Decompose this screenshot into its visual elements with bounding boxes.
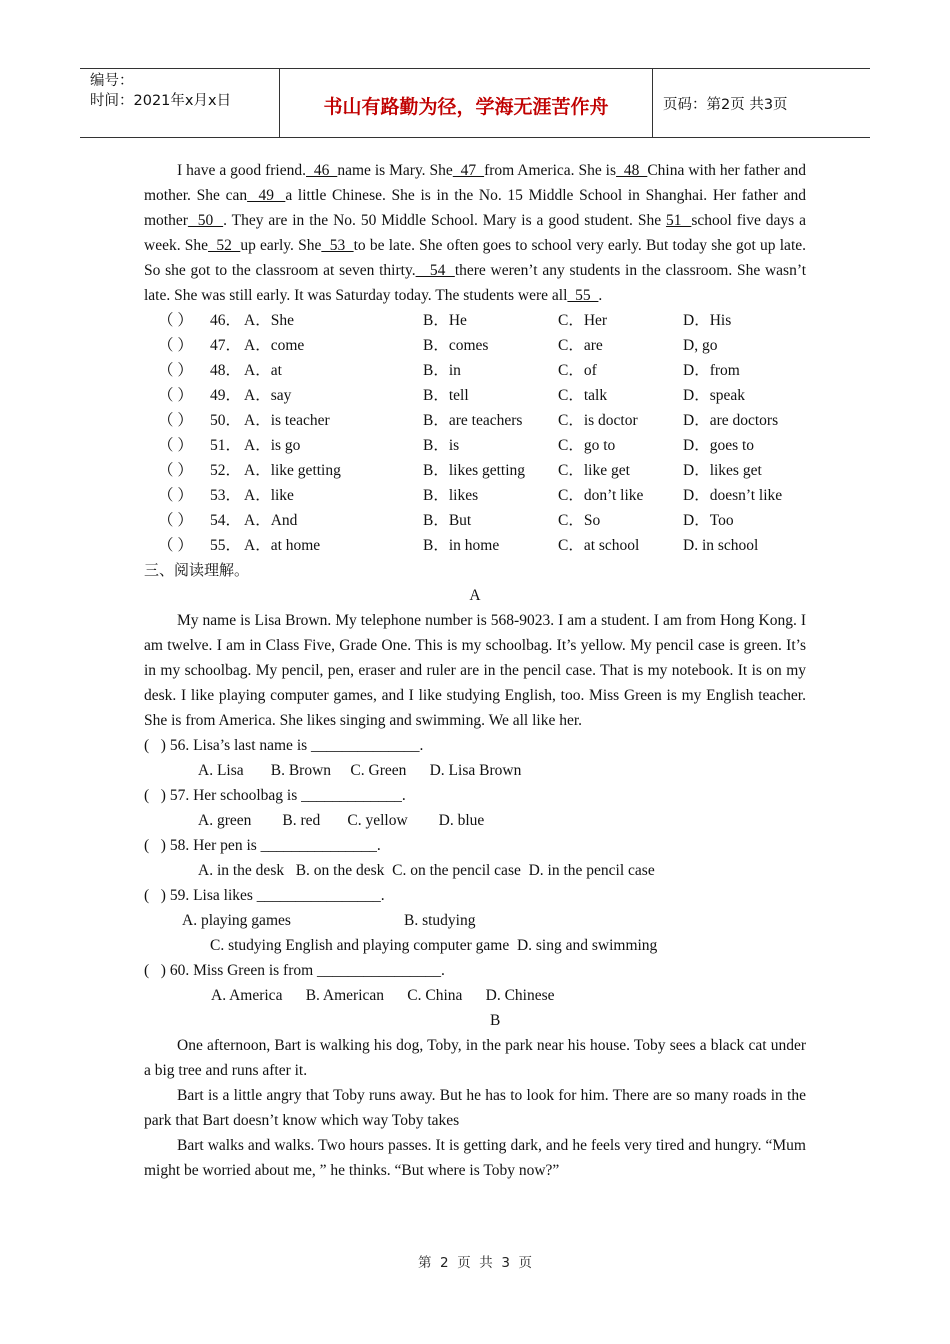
section-title: 三、阅读理解。 <box>144 561 250 579</box>
document-body <box>144 158 806 1183</box>
passage-a-text: My name is Lisa Brown. My telephone number is 568-9023. I am a student. I am from Hong Kong. I am twelve. I am in Class Five, Grade One. This is my schoolbag. It’s yellow. My pencil case is green. It’s in my schoolbag. My pencil, pen, eraser and ruler are in the pencil case. That is my notebook. It is on my desk. I like playing computer games, and I like studying English, too. Miss Green is my English teacher. She is from America. She likes singing and swimming. We all like her. <box>144 612 806 729</box>
blank-49: 49 <box>247 187 286 204</box>
blank-52: 52 <box>208 237 241 254</box>
question-58: ( ) 58. Her pen is _______________. <box>144 837 381 854</box>
blank-55: 55 <box>567 287 599 304</box>
question-row: （ ） 51． A．is go B．is C．go to D．goes to <box>158 437 755 454</box>
page-label: 页码：第2页 共3页 <box>663 96 788 113</box>
question-56-options: A. Lisa B. Brown C. Green D. Lisa Brown <box>198 762 522 779</box>
blank-54: 54 <box>415 262 455 279</box>
question-row: （ ） 47． A．come B．comes C．are D, go <box>158 337 718 354</box>
number-label: 编号： <box>90 73 134 89</box>
blank-53: 53 <box>321 237 354 254</box>
page-header <box>80 68 870 138</box>
question-56: ( ) 56. Lisa’s last name is ______________. <box>144 737 424 754</box>
question-59-options-cd: C. studying English and playing computer game D. sing and swimming <box>210 937 658 954</box>
motto: 书山有路勤为径，学海无涯苦作舟 <box>280 69 653 137</box>
passage-b-para2: Bart is a little angry that Toby runs away. But he has to look for him. There are so many roads in the park that Bart doesn’t know which way Toby takes <box>144 1087 806 1129</box>
passage-b-label: B <box>490 1012 501 1029</box>
question-row: （ ） 46． A．She B．He C．Her D．His <box>158 312 732 329</box>
blank-48: 48 <box>616 162 648 179</box>
time-label: 时间：2021年x月x日 <box>90 93 232 109</box>
question-row: （ ） 55． A．at home B．in home C．at school D. in school <box>158 537 759 554</box>
blank-46: 46 <box>306 162 338 179</box>
cloze-passage: I have a good friend. 46 name is Mary. She 47 from America. She is 48 China with her father and mother. She can 49 a little Chinese. She is in the No. 15 Middle School in Shanghai. Her father and mother 50 . They are in the No. 50 Middle School. Mary is a good student. She 51 school five days a week. She 52 up early. She 53 to be late. She often goes to school very early. But today she got up late. So she got to the classroom at seven thirty. 54 there weren’t any students in the classroom. She wasn’t late. She was still early. It was Saturday today. The students were all 55 . <box>144 162 807 304</box>
cloze-questions <box>144 308 806 558</box>
passage-a-label: A <box>469 587 481 604</box>
blank-47: 47 <box>452 162 485 179</box>
question-row: （ ） 50． A．is teacher B．are teachers C．is doctor D．are doctors <box>158 412 779 429</box>
blank-50: 50 <box>187 212 224 229</box>
question-59: ( ) 59. Lisa likes ________________. <box>144 887 385 904</box>
question-59-options-ab: A. playing games B. studying <box>182 912 476 929</box>
passage-b-para3: Bart walks and walks. Two hours passes. It is getting dark, and he feels very tired and hungry. “Mum might be worried about me, ” he thinks. “But where is Toby now?” <box>144 1137 806 1179</box>
question-60-options: A. America B. American C. China D. Chinese <box>211 987 555 1004</box>
question-row: （ ） 53． A．like B．likes C．don’t like D．doesn’t like <box>158 487 783 504</box>
header-info-cell <box>80 69 280 137</box>
blank-51: 51 <box>666 212 692 229</box>
question-row: （ ） 48． A．at B．in C．of D．from <box>158 362 740 379</box>
question-57-options: A. green B. red C. yellow D. blue <box>198 812 485 829</box>
question-57: ( ) 57. Her schoolbag is _____________. <box>144 787 406 804</box>
page-footer: 第 2 页 共 3 页 <box>417 1255 533 1271</box>
question-row: （ ） 54． A．And B．But C．So D．Too <box>158 512 734 529</box>
question-60: ( ) 60. Miss Green is from ________________. <box>144 962 445 979</box>
question-row: （ ） 52． A．like getting B．likes getting C．like get D．likes get <box>158 462 762 479</box>
passage-b-para1: One afternoon, Bart is walking his dog, Toby, in the park near his house. Toby sees a black cat under a big tree and runs after it. <box>144 1037 806 1079</box>
question-row: （ ） 49． A．say B．tell C．talk D．speak <box>158 387 745 404</box>
question-58-options: A. in the desk B. on the desk C. on the pencil case D. in the pencil case <box>198 862 655 879</box>
